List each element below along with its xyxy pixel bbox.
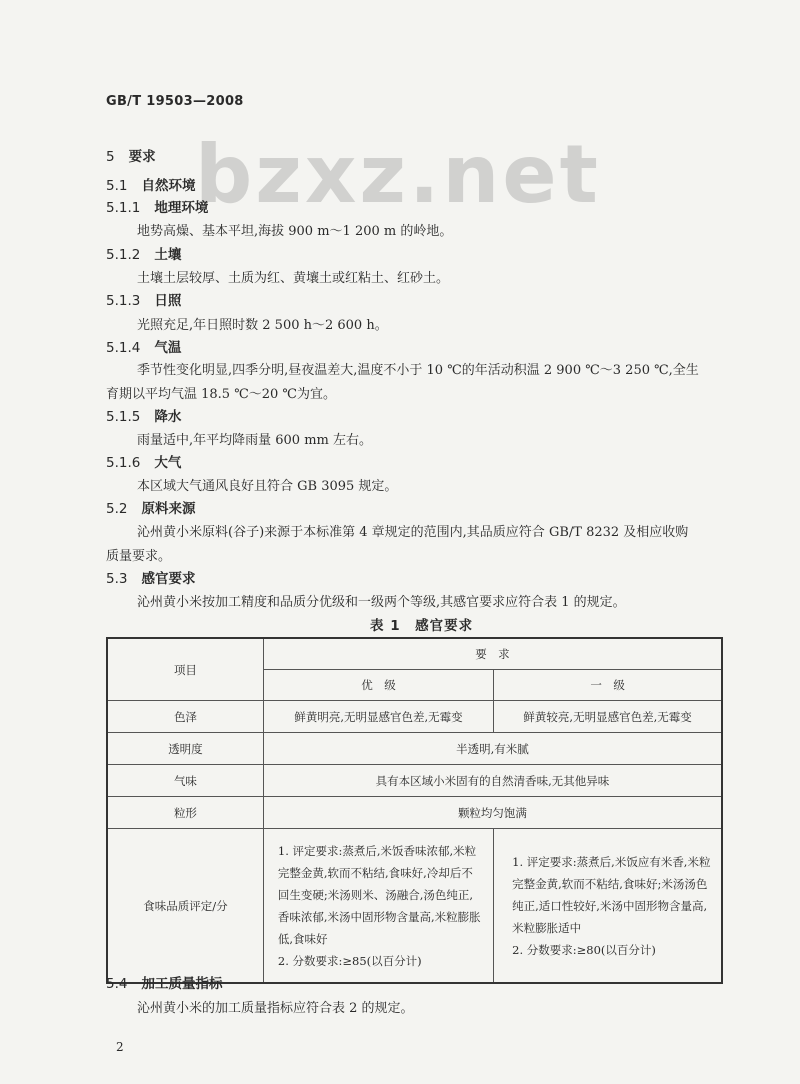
taste-requirement-text: 1. 评定要求:蒸煮后,米饭香味浓郁,米粒完整金黄,软而不粘结,食味好,冷却后不回生变硬;米汤则米、汤融合,汤色纯正,香味浓郁,米汤中固形物含量高,米粒膨胀低,食味好 [277,843,481,946]
section-title: 降水 [154,409,182,425]
section-number: 5.1.1 [106,200,141,216]
taste-score-text: 2. 分数要求:≥80(以百分计) [512,942,656,957]
page-number: 2 [116,1040,124,1054]
section-5-2-text-line1: 沁州黄小米原料(谷子)来源于本标准第 4 章规定的范围内,其品质应符合 GB/T 8232 及相应收购 [137,525,689,540]
watermark: bzxz.net [195,128,601,221]
section-number: 5.1.5 [106,409,141,425]
section-5-heading [106,145,156,165]
section-5-1-4-heading [106,336,181,356]
cell-value: 半透明,有米腻 [263,733,722,765]
cell-grade-premium [263,829,493,984]
cell-value: 具有本区域小米固有的自然清香味,无其他异味 [263,765,722,797]
section-5-1-heading [106,174,195,194]
section-5-1-1-heading [106,196,208,216]
section-5-1-5-text: 雨量适中,年平均降雨量 600 mm 左右。 [137,433,372,448]
header-requirement: 要 求 [263,638,722,670]
section-number: 5.3 [106,571,128,587]
section-number: 5.1.3 [106,293,141,309]
cell-grade-premium: 鲜黄明亮,无明显感官色差,无霉变 [263,701,493,733]
section-5-1-6-heading [106,451,181,471]
sensory-requirements-table [106,637,723,984]
table-row [107,765,722,797]
section-5-1-4-text-line1: 季节性变化明显,四季分明,昼夜温差大,温度不小于 10 ℃的年活动积温 2 900 ℃～3 250 ℃,全生 [137,363,699,378]
table-row [107,733,722,765]
taste-score-text: 2. 分数要求:≥85(以百分计) [277,953,422,968]
section-5-4-text: 沁州黄小米的加工质量指标应符合表 2 的规定。 [137,1001,414,1016]
standard-code: GB/T 19503—2008 [106,94,244,109]
section-number: 5.1 [106,178,128,194]
taste-requirement-text: 1. 评定要求:蒸煮后,米饭应有米香,米粒完整金黄,软而不粘结,食味好;米汤汤色纯正,适口性较好,米汤中固形物含量高,米粒膨胀适中 [512,854,711,935]
table-row [107,829,722,984]
table-row [107,797,722,829]
section-5-3-heading [106,567,195,587]
section-title: 大气 [154,455,182,471]
section-number: 5.1.2 [106,247,141,263]
section-number: 5 [106,149,115,165]
section-5-1-2-heading [106,243,181,263]
header-item: 项目 [107,638,263,701]
section-5-2-text-line2: 质量要求。 [106,549,172,564]
section-title: 感官要求 [141,571,196,587]
cell-grade-first: 鲜黄较亮,无明显感官色差,无霉变 [494,701,722,733]
section-5-3-text: 沁州黄小米按加工精度和品质分优级和一级两个等级,其感官要求应符合表 1 的规定。 [137,595,626,610]
header-grade-first: 一 级 [494,670,722,701]
table-header-row [107,638,722,670]
cell-item: 色泽 [107,701,263,733]
section-5-1-5-heading [106,405,181,425]
section-5-1-1-text: 地势高燥、基本平坦,海拔 900 m～1 200 m 的岭地。 [137,224,453,239]
section-number: 5.1.4 [106,340,141,356]
section-number: 5.2 [106,501,128,517]
section-title: 日照 [154,293,182,309]
cell-grade-first [494,829,722,984]
cell-item: 粒形 [107,797,263,829]
section-title: 自然环境 [141,178,196,194]
section-title: 原料来源 [141,501,196,517]
section-5-2-heading [106,497,195,517]
header-grade-premium: 优 级 [263,670,493,701]
section-title: 要求 [128,149,156,165]
section-title: 气温 [154,340,182,356]
section-5-1-2-text: 土壤土层较厚、土质为红、黄壤土或红粘土、红砂土。 [137,271,450,286]
section-5-1-4-text-line2: 育期以平均气温 18.5 ℃～20 ℃为宜。 [106,387,336,402]
section-title: 土壤 [154,247,182,263]
table-row [107,701,722,733]
section-title: 地理环境 [154,200,209,216]
section-title: 加工质量指标 [141,976,223,992]
section-5-4-heading [106,972,222,992]
section-number: 5.4 [106,976,128,992]
section-5-1-6-text: 本区域大气通风良好且符合 GB 3095 规定。 [137,479,398,494]
cell-item: 透明度 [107,733,263,765]
cell-item: 食味品质评定/分 [107,829,263,984]
cell-value: 颗粒均匀饱满 [263,797,722,829]
cell-item: 气味 [107,765,263,797]
section-5-1-3-heading [106,289,181,309]
section-5-1-3-text: 光照充足,年日照时数 2 500 h～2 600 h。 [137,318,388,333]
table-caption: 表 1 感官要求 [370,618,474,634]
section-number: 5.1.6 [106,455,141,471]
